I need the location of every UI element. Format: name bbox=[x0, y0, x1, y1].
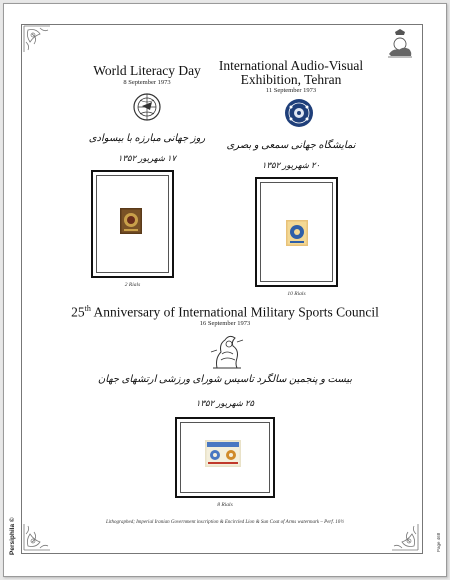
lion-and-sun-emblem-icon bbox=[385, 28, 415, 60]
stamp-image bbox=[286, 220, 308, 246]
title-ordinal-suffix: th bbox=[84, 304, 91, 313]
persian-date: ۲۰ شهریور ۱۳۵۲ bbox=[261, 160, 321, 170]
audio-visual-logo-icon bbox=[282, 96, 316, 130]
page-number: Page 468 bbox=[436, 532, 441, 552]
section-date: 11 September 1973 bbox=[265, 87, 317, 94]
corner-ornament-bottom-right-icon bbox=[390, 522, 420, 552]
literacy-globe-logo-icon bbox=[130, 90, 164, 126]
stamp-image bbox=[205, 440, 241, 467]
section-date: 8 September 1973 bbox=[123, 79, 171, 86]
persian-date: ۱۷ شهریور ۱۳۵۲ bbox=[117, 153, 177, 163]
stamp-denomination-caption: 10 Rials bbox=[287, 291, 306, 297]
publisher-brand: Persiphila © bbox=[9, 517, 16, 555]
section-title-military-sports-council bbox=[30, 305, 420, 320]
title-rest: Anniversary of International Military Sports Council bbox=[90, 304, 379, 320]
persian-date: ۲۵ شهریور ۱۳۵۲ bbox=[195, 398, 255, 408]
stamp-image bbox=[120, 208, 142, 234]
persian-title: نمایشگاه جهانی سمعی و بصری bbox=[226, 140, 356, 151]
stamp-denomination-caption: 8 Rials bbox=[217, 502, 233, 508]
corner-ornament-top-left-icon bbox=[22, 24, 52, 54]
section-title-audio-visual-exhibition: International Audio-Visual Exhibition, Tehran bbox=[218, 58, 364, 88]
printing-details-footer: Lithographed; Imperial Iranian Government inscription & Encircled Lion & Sun Coat of Arms watermark – Perf. 10½ bbox=[105, 520, 345, 525]
section-date: 16 September 1973 bbox=[199, 320, 251, 327]
persian-title: روز جهانی مبارزه با بیسوادی bbox=[88, 133, 206, 144]
title-ordinal-number: 25 bbox=[71, 304, 85, 320]
persian-title: بیست و پنجمین سالگرد تاسیس شورای ورزشی ارتشهای جهان bbox=[97, 374, 353, 385]
military-sports-logo-icon bbox=[207, 330, 247, 372]
corner-ornament-bottom-left-icon bbox=[22, 522, 52, 552]
stamp-denomination-caption: 2 Rials bbox=[124, 282, 141, 288]
section-title-world-literacy-day: World Literacy Day bbox=[93, 63, 201, 78]
